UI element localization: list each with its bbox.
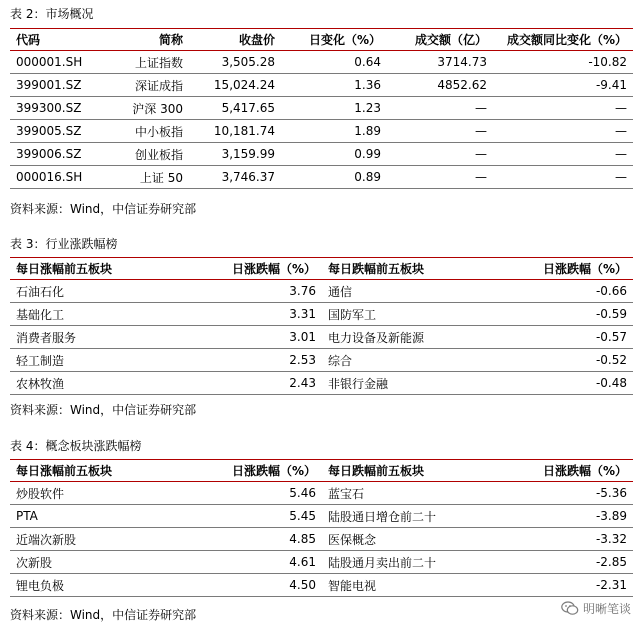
table-row: [10, 372, 633, 395]
cell-close: 15,024.24: [189, 74, 281, 97]
cell-loser-sector: 通信: [322, 280, 515, 303]
watermark: [561, 600, 631, 617]
cell-gainer-sector: 农林牧渔: [10, 372, 204, 395]
cell-loser-pct: -0.52: [515, 349, 633, 372]
col-header-turnover-yoy: 成交额同比变化（%）: [493, 29, 633, 51]
cell-daily-change: 0.64: [281, 51, 387, 74]
col-header-daily-change: 日变化（%）: [281, 29, 387, 51]
cell-code: 399001.SZ: [10, 74, 107, 97]
col-header-top-losers: 每日跌幅前五板块: [322, 460, 515, 482]
cell-name: 上证 50: [107, 166, 189, 189]
cell-turnover-yoy: —: [493, 143, 633, 166]
col-header-loss-pct: 日涨跌幅（%）: [515, 258, 633, 280]
cell-close: 3,159.99: [189, 143, 281, 166]
col-header-gain-pct: 日涨跌幅（%）: [204, 460, 322, 482]
cell-turnover-yoy: -10.82: [493, 51, 633, 74]
cell-turnover-yoy: -9.41: [493, 74, 633, 97]
cell-gainer-sector: 基础化工: [10, 303, 204, 326]
cell-turnover: 4852.62: [387, 74, 493, 97]
cell-gainer-pct: 3.31: [204, 303, 322, 326]
cell-gainer-concept: 炒股软件: [10, 482, 204, 505]
cell-loser-pct: -0.57: [515, 326, 633, 349]
cell-gainer-sector: 消费者服务: [10, 326, 204, 349]
cell-name: 沪深 300: [107, 97, 189, 120]
cell-daily-change: 0.99: [281, 143, 387, 166]
cell-gainer-pct: 4.50: [204, 574, 322, 597]
watermark-text: 明晰笔谈: [582, 602, 631, 616]
cell-turnover: —: [387, 143, 493, 166]
cell-gainer-concept: 次新股: [10, 551, 204, 574]
table-row: [10, 326, 633, 349]
table-row: [10, 574, 633, 597]
cell-gainer-pct: 5.45: [204, 505, 322, 528]
cell-loser-concept: 智能电视: [322, 574, 515, 597]
cell-gainer-sector: 轻工制造: [10, 349, 204, 372]
cell-turnover-yoy: —: [493, 120, 633, 143]
table2-source: 资料来源：Wind，中信证券研究部: [10, 202, 197, 216]
table2-caption: 表 2：市场概况: [10, 7, 94, 21]
concept-ranking-table: [10, 459, 633, 597]
cell-daily-change: 1.23: [281, 97, 387, 120]
cell-loser-pct: -0.48: [515, 372, 633, 395]
col-header-loss-pct: 日涨跌幅（%）: [515, 460, 633, 482]
cell-gainer-concept: 近端次新股: [10, 528, 204, 551]
cell-gainer-pct: 2.53: [204, 349, 322, 372]
cell-turnover: —: [387, 166, 493, 189]
col-header-code: 代码: [10, 29, 107, 51]
col-header-gain-pct: 日涨跌幅（%）: [204, 258, 322, 280]
cell-loser-pct: -3.89: [515, 505, 633, 528]
table4-caption: 表 4：概念板块涨跌幅榜: [10, 439, 142, 453]
table-row: [10, 74, 633, 97]
cell-loser-pct: -0.66: [515, 280, 633, 303]
table3-caption: 表 3：行业涨跌幅榜: [10, 237, 118, 251]
cell-gainer-pct: 5.46: [204, 482, 322, 505]
cell-loser-concept: 陆股通月卖出前二十: [322, 551, 515, 574]
cell-close: 10,181.74: [189, 120, 281, 143]
cell-gainer-concept: 锂电负极: [10, 574, 204, 597]
col-header-close: 收盘价: [189, 29, 281, 51]
cell-gainer-sector: 石油石化: [10, 280, 204, 303]
cell-loser-pct: -5.36: [515, 482, 633, 505]
table-row: [10, 143, 633, 166]
cell-turnover: —: [387, 97, 493, 120]
table-row: [10, 528, 633, 551]
table-row: [10, 120, 633, 143]
cell-loser-sector: 国防军工: [322, 303, 515, 326]
cell-gainer-pct: 3.76: [204, 280, 322, 303]
table-header-row: [10, 460, 633, 482]
col-header-name: 简称: [107, 29, 189, 51]
col-header-top-gainers: 每日涨幅前五板块: [10, 258, 204, 280]
cell-code: 399300.SZ: [10, 97, 107, 120]
cell-loser-pct: -2.31: [515, 574, 633, 597]
table3-source: 资料来源：Wind，中信证券研究部: [10, 403, 197, 417]
cell-code: 399005.SZ: [10, 120, 107, 143]
market-overview-table: [10, 28, 633, 189]
cell-gainer-pct: 4.61: [204, 551, 322, 574]
industry-ranking-table: [10, 257, 633, 395]
cell-gainer-pct: 2.43: [204, 372, 322, 395]
col-header-top-gainers: 每日涨幅前五板块: [10, 460, 204, 482]
cell-gainer-pct: 4.85: [204, 528, 322, 551]
cell-name: 深证成指: [107, 74, 189, 97]
cell-loser-pct: -3.32: [515, 528, 633, 551]
table-row: [10, 97, 633, 120]
table-row: [10, 303, 633, 326]
table-header-row: [10, 258, 633, 280]
cell-close: 5,417.65: [189, 97, 281, 120]
cell-loser-concept: 陆股通日增仓前二十: [322, 505, 515, 528]
cell-code: 000016.SH: [10, 166, 107, 189]
cell-loser-sector: 综合: [322, 349, 515, 372]
table-row: [10, 166, 633, 189]
cell-gainer-concept: PTA: [10, 505, 204, 528]
cell-close: 3,505.28: [189, 51, 281, 74]
table-row: [10, 51, 633, 74]
cell-loser-sector: 非银行金融: [322, 372, 515, 395]
table-row: [10, 505, 633, 528]
cell-turnover-yoy: —: [493, 97, 633, 120]
table-row: [10, 349, 633, 372]
col-header-top-losers: 每日跌幅前五板块: [322, 258, 515, 280]
cell-loser-pct: -0.59: [515, 303, 633, 326]
table-row: [10, 551, 633, 574]
cell-daily-change: 0.89: [281, 166, 387, 189]
cell-gainer-pct: 3.01: [204, 326, 322, 349]
cell-turnover: 3714.73: [387, 51, 493, 74]
cell-close: 3,746.37: [189, 166, 281, 189]
cell-name: 上证指数: [107, 51, 189, 74]
cell-code: 399006.SZ: [10, 143, 107, 166]
table-header-row: [10, 29, 633, 51]
cell-loser-sector: 电力设备及新能源: [322, 326, 515, 349]
cell-loser-pct: -2.85: [515, 551, 633, 574]
wechat-icon: [561, 601, 579, 616]
cell-name: 创业板指: [107, 143, 189, 166]
cell-daily-change: 1.36: [281, 74, 387, 97]
table4-source: 资料来源：Wind，中信证券研究部: [10, 608, 197, 622]
cell-turnover-yoy: —: [493, 166, 633, 189]
cell-loser-concept: 医保概念: [322, 528, 515, 551]
table-row: [10, 280, 633, 303]
table-row: [10, 482, 633, 505]
cell-code: 000001.SH: [10, 51, 107, 74]
cell-name: 中小板指: [107, 120, 189, 143]
cell-daily-change: 1.89: [281, 120, 387, 143]
cell-loser-concept: 蓝宝石: [322, 482, 515, 505]
cell-turnover: —: [387, 120, 493, 143]
col-header-turnover: 成交额（亿）: [387, 29, 493, 51]
